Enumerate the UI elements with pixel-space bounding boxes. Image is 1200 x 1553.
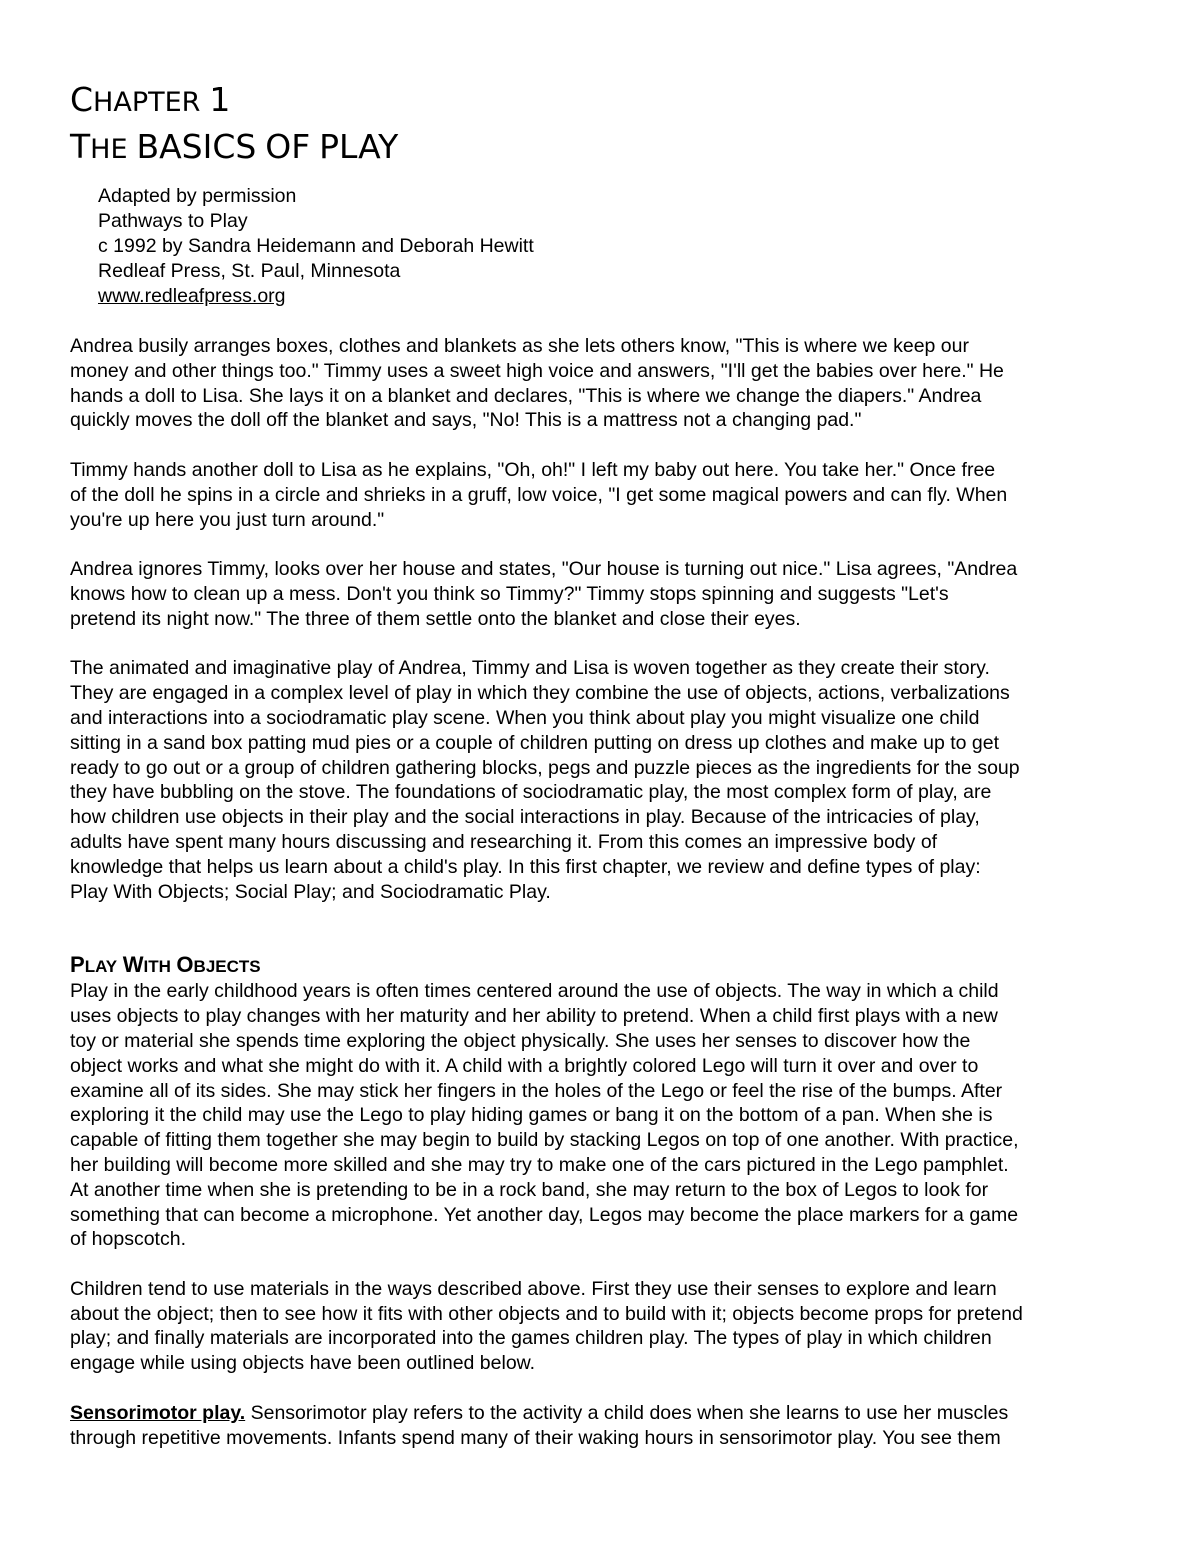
paragraph-line: They are engaged in a complex level of play in which they combine the use of objects, actions, verbalizations [70,682,1010,705]
paragraph-line: Play With Objects; Social Play; and Sociodramatic Play. [70,880,551,903]
paragraph-line: exploring it the child may use the Lego to play hiding games or bang it on the bottom of a pan. When she is [70,1104,993,1127]
paragraph-line: knowledge that helps us learn about a child's play. In this first chapter, we review and define types of play: [70,855,981,878]
paragraph-line: quickly moves the doll off the blanket and says, "No! This is a mattress not a changing pad." [70,409,862,432]
paragraph-line: capable of fitting them together she may begin to build by stacking Legos on top of one another. With practice, [70,1129,1019,1152]
document-page [70,78,1140,1450]
paragraph-line: uses objects to play changes with her maturity and her ability to pretend. When a child first plays with a new [70,1005,998,1028]
paragraph-line: toy or material she spends time exploring the object physically. She uses her senses to discover how the [70,1029,971,1052]
paragraph-line: her building will become more skilled and she may try to make one of the cars pictured in the Lego pamphlet. [70,1153,1009,1176]
section-heading: PLAY WITH OBJECTS [70,952,261,978]
paragraph-line: something that can become a microphone. Yet another day, Legos may become the place markers for a game [70,1203,1019,1226]
paragraph-line: and interactions into a sociodramatic play scene. When you think about play you might visualize one child [70,706,980,729]
paragraph-line: how children use objects in their play and the social interactions in play. Because of the intricacies of play, [70,806,980,829]
paragraph-line: The animated and imaginative play of Andrea, Timmy and Lisa is woven together as they create their story. [70,657,990,680]
attribution-line: Redleaf Press, St. Paul, Minnesota [98,260,401,282]
paragraph-line: Andrea busily arranges boxes, clothes and blankets as she lets others know, "This is where we keep our [70,335,969,357]
paragraph-line: Andrea ignores Timmy, looks over her house and states, "Our house is turning out nice." Lisa agrees, "Andrea [70,558,1018,581]
paragraph-line: through repetitive movements. Infants spend many of their waking hours in sensorimotor play. You see them [70,1426,1001,1449]
paragraph-line: sitting in a sand box patting mud pies or a couple of children putting on dress up clothes and make up to get [70,731,1000,754]
paragraph-line: ready to go out or a group of children gathering blocks, pegs and puzzle pieces as the ingredients for the soup [70,756,1020,779]
paragraph-line: object works and what she might do with it. A child with a brightly colored Lego will turn it over and over to [70,1054,979,1077]
paragraph-line: Timmy hands another doll to Lisa as he explains, "Oh, oh!" I left my baby out here. You take her." Once free [70,458,996,481]
attribution-line: c 1992 by Sandra Heidemann and Deborah Hewitt [98,235,534,257]
attribution-line: Pathways to Play [98,210,248,232]
paragraph-line: hands a doll to Lisa. She lays it on a blanket and declares, "This is where we change the diapers." Andrea [70,384,982,407]
paragraph-line: money and other things too." Timmy uses a sweet high voice and answers, "I'll get the babies over here." He [70,359,1004,382]
section-body [70,979,1140,1450]
paragraph [70,334,1140,433]
paragraph-line: At another time when she is pretending to be in a rock band, she may return to the box of Legos to look for [70,1178,989,1201]
paragraph-line: examine all of its sides. She may stick her fingers in the holes of the Lego or feel the rise of the bumps. After [70,1079,1003,1102]
publisher-link[interactable]: www.redleafpress.org [98,285,286,307]
paragraph-line: play; and finally materials are incorporated into the games children play. The types of play in which children [70,1327,992,1350]
paragraph-line: Play in the early childhood years is often times centered around the use of objects. The way in which a child [70,980,999,1003]
paragraph [70,557,1140,631]
paragraph-line: Children tend to use materials in the ways described above. First they use their senses to explore and learn [70,1277,997,1300]
paragraph [70,1277,1140,1376]
paragraph-sensorimotor [70,1401,1140,1451]
paragraph-line: engage while using objects have been outlined below. [70,1352,536,1375]
paragraph-line: of the doll he spins in a circle and shrieks in a gruff, low voice, "I get some magical powers and can fly. When [70,483,1008,506]
chapter-heading [70,78,1140,172]
paragraph [70,458,1140,532]
paragraph-line: they have bubbling on the stove. The foundations of sociodramatic play, the most complex form of play, are [70,781,992,804]
paragraph-line: knows how to clean up a mess. Don't you think so Timmy?" Timmy stops spinning and suggests "Let's [70,582,949,605]
paragraph-line: about the object; then to see how it fits with other objects and to build with it; objects become props for pretend [70,1302,1023,1325]
chapter-title: THE BASICS OF PLAY [70,127,399,166]
paragraph-line: adults have spent many hours discussing and researching it. From this comes an impressive body of [70,830,938,853]
chapter-label: CHAPTER 1 [70,80,231,119]
attribution-line: Adapted by permission [98,185,297,207]
run-in-heading: Sensorimotor play. [70,1401,246,1424]
paragraph-line: of hopscotch. [70,1228,186,1251]
paragraph [70,656,1140,904]
paragraph-line: you're up here you just turn around." [70,508,385,531]
paragraph [70,979,1140,1252]
paragraph-line: Sensorimotor play refers to the activity a child does when she learns to use her muscles [245,1401,1009,1424]
attribution-block [98,184,1140,309]
paragraph-line: pretend its night now." The three of them settle onto the blanket and close their eyes. [70,607,801,630]
body-text [70,334,1140,904]
